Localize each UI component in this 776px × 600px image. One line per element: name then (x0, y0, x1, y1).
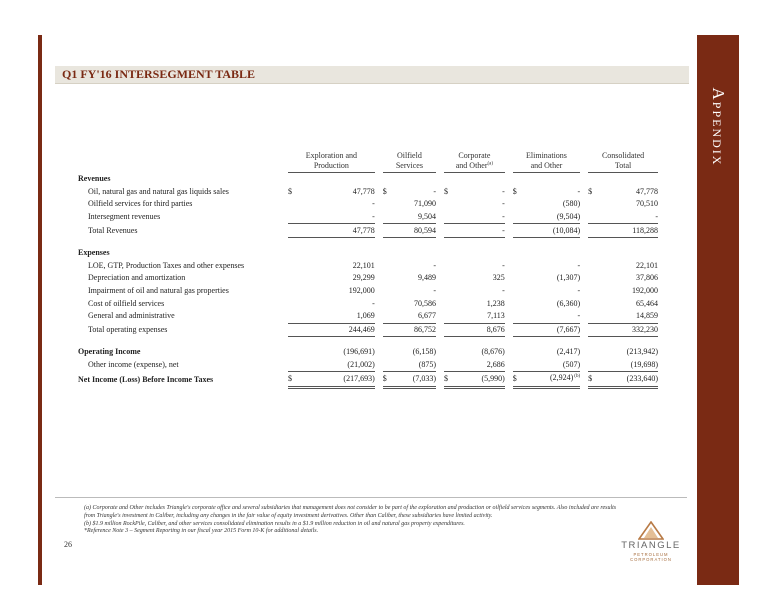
table-row-total-expenses: Total operating expenses 244,469 86,752 8,676 (7,667) 332,230 (78, 323, 658, 337)
footnote-a: (a) Corporate and Other includes Triangle's corporate office and several subsidiaries that management does not consider to be part of the exploration and production or oilfield services segments. Also included are results from Triangle's investment in Caliber, including any changes in the fair value of equity investment derivatives. Other than Caliber, these subsidiaries have limited activity. (84, 505, 617, 519)
section-expenses: Expenses (78, 248, 110, 258)
table-row: Oilfield services for third parties - 71,090 - (580) 70,510 (88, 199, 658, 209)
table-header-row (78, 145, 658, 173)
page-title: Q1 FY'16 INTERSEGMENT TABLE (62, 67, 256, 81)
table-row: Depreciation and amortization 29,299 9,489 325 (1,307) 37,806 (88, 273, 658, 283)
column-header-corporate: Corporate and Other$^{(a)}$ (444, 145, 505, 173)
table-row: LOE, GTP, Production Taxes and other expenses 22,101 - - - 22,101 (88, 260, 658, 270)
intersegment-table (78, 145, 658, 389)
triangle-logo-icon (638, 521, 664, 540)
column-header-exploration: Exploration and Production (288, 145, 375, 173)
section-row (78, 173, 658, 186)
footnotes (84, 505, 624, 536)
appendix-side-label (697, 35, 739, 235)
table-row-total-revenues: Total Revenues 47,778 80,594 - (10,084) 118,288 (78, 224, 658, 238)
table-row: Other income (expense), net (21,002) (875) 2,686 (507) (19,698) (78, 359, 658, 372)
table-row: General and administrative 1,069 6,677 7,113 - 14,859 (78, 310, 658, 323)
column-header-oilfield: Oilfield Services (383, 145, 436, 173)
table-row: Impairment of oil and natural gas properties 192,000 - - - 192,000 (88, 286, 658, 296)
footnote-b: (b) $1.9 million RockPile, Caliber, and other services consolidated elimination results in a $1.9 million reduction in oil and natural gas property expenditures. (84, 520, 465, 527)
column-header-eliminations: Eliminations and Other (513, 145, 580, 173)
footnote-divider (55, 497, 687, 498)
table-row-operating-income: Operating Income (196,691) (6,158) (8,676) (2,417) (213,942) (78, 347, 658, 357)
table-row: Oil, natural gas and natural gas liquids sales $ 47,778 $ - $ - $ - $ 47,778 (88, 186, 658, 196)
footnote-a-marker: (a) (487, 161, 494, 167)
footnote-reference: *Reference Note 3 – Segment Reporting in our fiscal year 2015 Form 10-K for additional details. (84, 528, 319, 535)
title-bar (55, 66, 689, 84)
table-row: Intersegment revenues - 9,504 - (9,504) - (78, 211, 658, 224)
header-blank (78, 145, 288, 173)
footnote-b-marker: (b) (574, 374, 581, 380)
triangle-logo (614, 521, 688, 561)
column-header-consolidated: Consolidated Total (588, 145, 658, 173)
page-number: 26 (64, 540, 72, 549)
table-row-net-income: Net Income (Loss) Before Income Taxes $ (217,693) $ (7,033) $ (5,990) $ (2,924)$^{(b)}$ $ (233,640) (78, 372, 658, 388)
section-revenues: Revenues (78, 174, 111, 184)
logo-name: TRIANGLE (621, 540, 681, 551)
logo-subtitle: PETROLEUM CORPORATION (630, 552, 672, 562)
appendix-text: Appendix (709, 87, 728, 167)
left-accent-bar (38, 35, 42, 585)
section-row (78, 247, 658, 260)
table-row: Cost of oilfield services - 70,586 1,238 (6,360) 65,464 (88, 298, 658, 308)
